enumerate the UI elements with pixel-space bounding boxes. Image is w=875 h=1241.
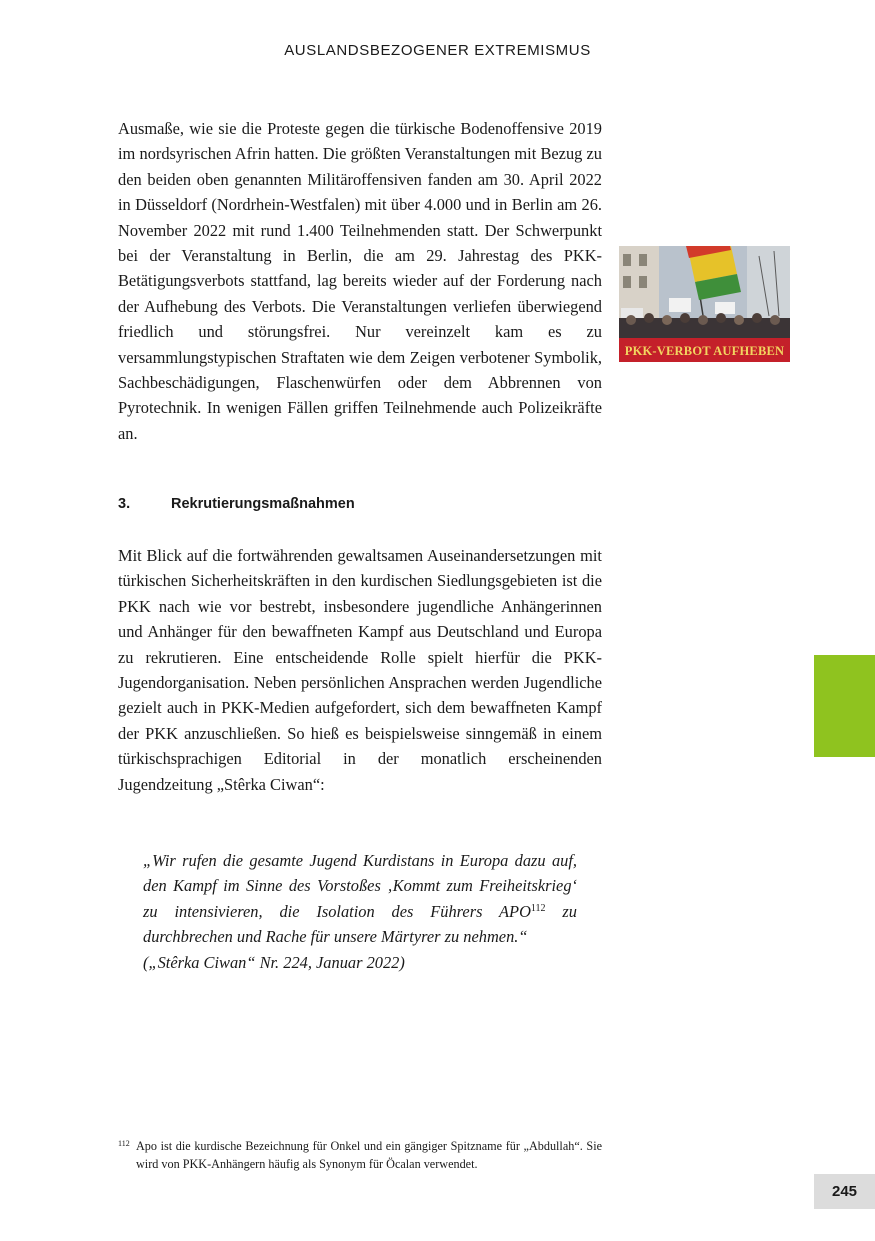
running-title: AUSLANDSBEZOGENER EXTREMISMUS <box>284 42 591 59</box>
quote-text-part2: zu durchbrechen und Rache für unsere Märtyrer zu nehmen.“ <box>143 901 577 947</box>
paragraph-2-text: Mit Blick auf die fortwährenden gewaltsamen Auseinandersetzungen mit türkischen Sicherheitskräften in den kurdischen Siedlungsgebieten ist die PKK nach wie vor bestrebt, insbesondere jugendliche Anhängerinnen und Anhänger für den bewaffneten Kampf aus Deutschland und Europa zu rekrutieren. Eine entscheidende Rolle spielt hierfür die PKK-Jugendorganisation. Neben persönlichen Ansprachen werden Jugendliche gezielt auch in PKK-Medien aufgefordert, sich dem bewaffneten Kampf der PKK anzuschließen. So hieß es beispielsweise sinngemäß in einem türkischsprachigen Editorial in der monatlich erscheinenden Jugendzeitung „Stêrka Ciwan“: <box>118 546 602 794</box>
protest-photo <box>619 246 790 362</box>
quote-text <box>143 848 577 950</box>
body-paragraph-2 <box>118 543 602 797</box>
body-paragraph-1 <box>118 116 602 446</box>
footnote-reference: 112 <box>530 902 546 914</box>
block-quote <box>143 848 577 975</box>
quote-text-part1: „Wir rufen die gesamte Jugend Kurdistans in Europa dazu auf, den Kampf im Sinne des Vorstoßes ‚Kommt zum Freiheitskrieg‘ zu intensivieren, die Isolation des Führers APO <box>143 851 577 921</box>
footnote-text: Apo ist die kurdische Bezeichnung für Onkel und ein gängiger Spitzname für „Abdullah“. Sie wird von PKK-Anhängern häufig als Synonym für Öcalan verwendet. <box>136 1139 602 1171</box>
section-number: 3. <box>118 496 131 512</box>
protest-banner-text: PKK-VERBOT AUFHEBEN <box>624 344 785 358</box>
footnote <box>118 1137 602 1173</box>
chapter-color-tab <box>814 655 875 757</box>
page-number: 245 <box>814 1174 875 1209</box>
quote-source: („Stêrka Ciwan“ Nr. 224, Januar 2022) <box>143 952 405 972</box>
footnote-number: 112 <box>118 1139 130 1148</box>
section-heading <box>118 496 355 512</box>
paragraph-1-text: Ausmaße, wie sie die Proteste gegen die türkische Bodenoffensive 2019 im nordsyrischen Afrin hatten. Die größten Veranstaltungen mit Bezug zu den beiden oben genannten Militäroffensiven fanden am 30. April 2022 in Düsseldorf (Nordrhein-Westfalen) mit über 4.000 und in Berlin am 26. November 2022 mit rund 1.400 Teilnehmenden statt. Der Schwerpunkt bei der Veranstaltung in Berlin, die am 29. Jahrestag des PKK-Betätigungsverbots stattfand, lag bereits wieder auf der Forderung nach der Aufhebung des Verbots. Die Veranstaltungen verliefen überwiegend friedlich und störungsfrei. Nur vereinzelt kam es zu versammlungstypischen Straftaten wie dem Zeigen verbotener Symbolik, Sachbeschädigungen, Flaschenwürfen oder dem Abbrennen von Pyrotechnik. In wenigen Fällen griffen Teilnehmende auch Polizeikräfte an. <box>118 119 602 443</box>
section-title: Rekrutierungsmaßnahmen <box>171 496 355 512</box>
